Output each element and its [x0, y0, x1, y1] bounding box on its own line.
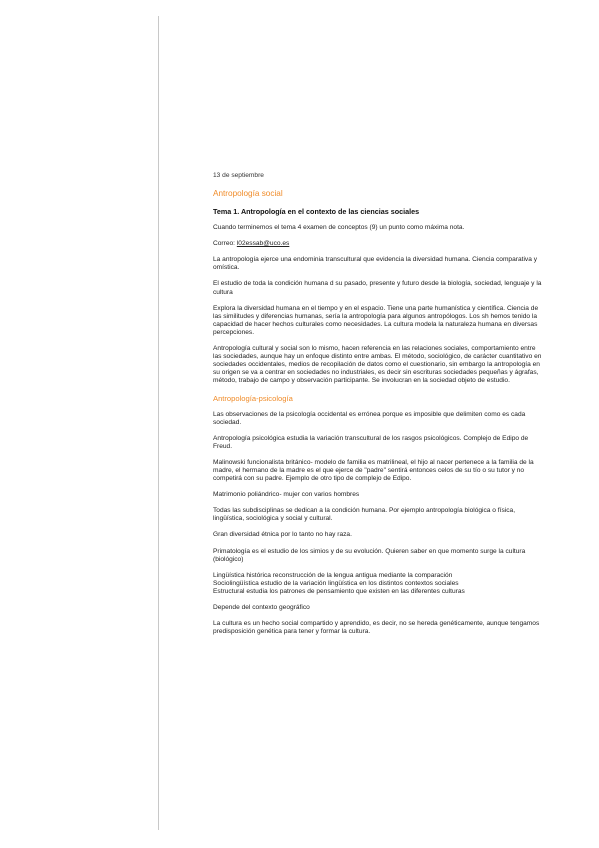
- paragraph: Gran diversidad étnica por lo tanto no hay raza.: [213, 531, 352, 539]
- paragraph-intro: Cuando terminemos el tema 4 examen de conceptos (9) un punto como máxima nota.: [213, 224, 465, 232]
- paragraph: Primatología es el estudio de los simios y de su evolución. Quieren saber en que momento surge la cultura (biológico): [213, 547, 526, 563]
- paragraph: Matrimonio poliándrico- mujer con varios hombres: [213, 491, 360, 499]
- paragraph: La cultura es un hecho social compartido y aprendido, es decir, no se hereda genéticamente, aunque tengamos predisposición genética para tener y formar la cultura.: [213, 620, 540, 636]
- page-margin-line: [158, 16, 159, 830]
- paragraph: Antropología cultural y social son lo mismo, hacen referencia en las relaciones sociales, comportamiento entre las sociedades, aunque hay un enfoque distinto entre ambas. El método, sociológico, de carácter cuantitativo en sociedades occidentales, medios de recopilación de datos como el cuestionario, sin embargo la antropología en su origen se va a centrar en sociedades no industriales, es decir sin escrituras sociedades pequeñas y ágrafas, método, trabajo de campo y observación participante. Se involucran en la sociedad objeto de estudio.: [213, 345, 542, 385]
- email-line: [213, 240, 543, 248]
- paragraph: Las observaciones de la psicología occidental es errónea porque es imposible que delimiten como es cada sociedad.: [213, 410, 526, 426]
- section-subtitle: Antropología-psicología: [213, 393, 293, 403]
- paragraph: Todas las subdisciplinas se dedican a la condición humana. Por ejemplo antropología biológica o física, lingüística, sociológica y social y cultural.: [213, 507, 516, 523]
- paragraph: La antropología ejerce una endominia transcultural que evidencia la diversidad humana. Ciencia comparativa y omística.: [213, 256, 538, 272]
- document-body: [213, 172, 543, 644]
- linguistics-block: [213, 572, 543, 596]
- paragraph: Depende del contexto geográfico: [213, 604, 310, 611]
- paragraph-line: Sociolingüística estudio de la variación lingüística en los distintos contextos sociales: [213, 579, 459, 587]
- email-link[interactable]: l02essab@uco.es: [236, 240, 290, 248]
- note-title: Antropología social: [213, 189, 283, 199]
- paragraph: Malinowski funcionalista británico- modelo de familia es matrilineal, el hijo al nacer pertenece a la familia de la madre, el hermano de la madre es el que ejerce de "padre" sentirá entonces celos de su tío o su tutor y no competirá con su padre. Ejemplo de otro tipo de complejo de Edipo.: [213, 458, 534, 483]
- email-label: Correo:: [213, 240, 237, 248]
- paragraph: Antropología psicológica estudia la variación transcultural de los rasgos psicológicos. Complejo de Edipo de Freud.: [213, 434, 529, 450]
- paragraph-line: Lingüística histórica reconstrucción de la lengua antigua mediante la comparación: [213, 571, 453, 579]
- note-date: 13 de septiembre: [213, 172, 264, 179]
- paragraph: El estudio de toda la condición humana d su pasado, presente y futuro desde la biología, sociedad, lenguaje y la cultura: [213, 280, 542, 296]
- topic-heading: Tema 1. Antropología en el contexto de las ciencias sociales: [213, 207, 420, 217]
- paragraph-line: Estructural estudia los patrones de pensamiento que existen en las diferentes culturas: [213, 587, 465, 595]
- paragraph: Explora la diversidad humana en el tiempo y en el espacio. Tiene una parte humanística y científica. Ciencia de las similitudes y diferencias humanas, sería la antropología para algunos antropólogos. Los sh hemos tenido la capacidad de hacer hechos culturales como necesidades. La cultura modela la naturaleza humana en diversas percepciones.: [213, 304, 539, 336]
